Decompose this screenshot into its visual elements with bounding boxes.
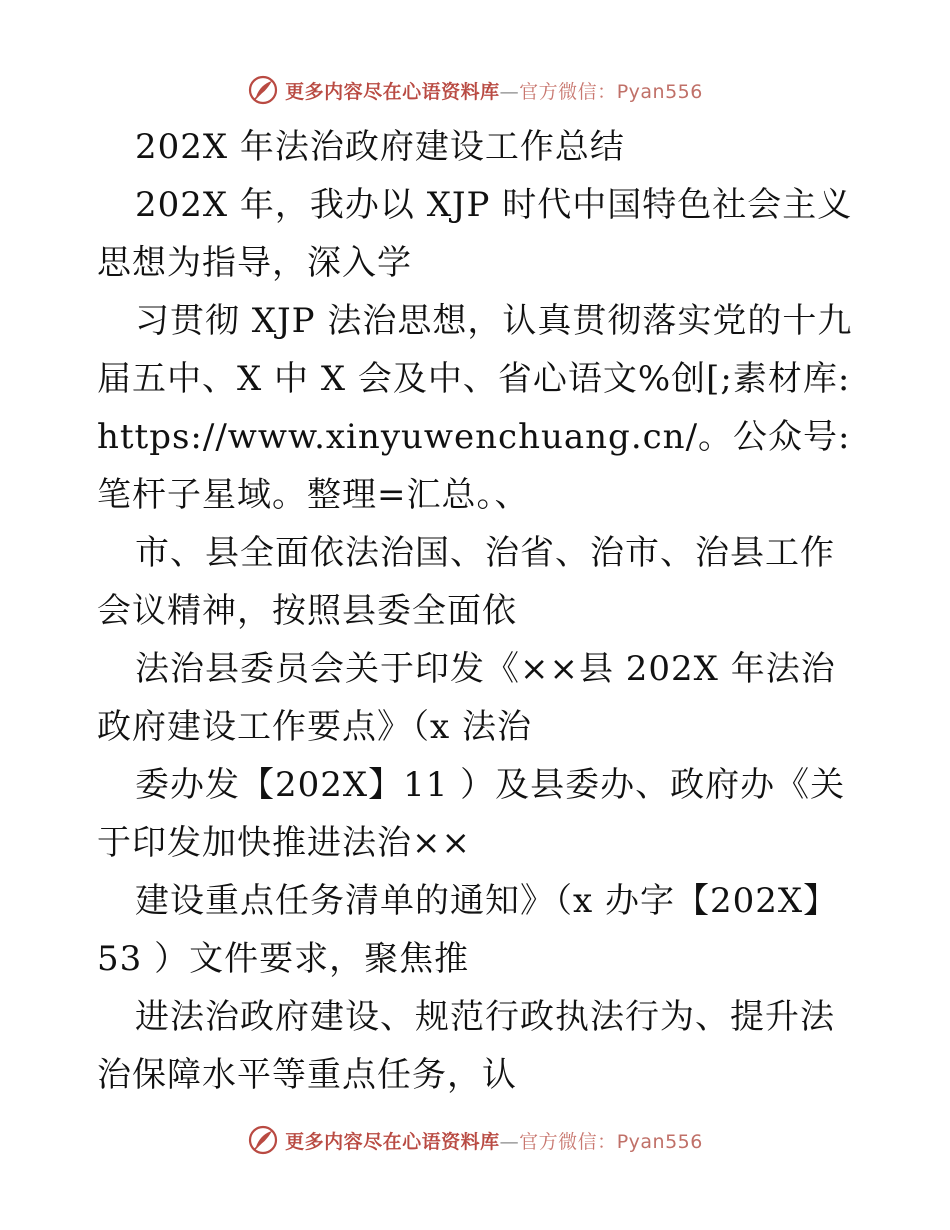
header-banner-separator: —	[499, 80, 520, 103]
footer-banner-wechat-id: Pyan556	[616, 1130, 703, 1153]
document-body	[97, 118, 863, 1104]
paragraph: 法治县委员会关于印发《××县 202X 年法治政府建设工作要点》（x 法治	[97, 649, 836, 747]
footer-banner-brand: 更多内容尽在心语资料库	[285, 1130, 500, 1153]
paragraph: 进法治政府建设、规范行政执法行为、提升法治保障水平等重点任务，认	[97, 997, 835, 1095]
header-banner	[0, 70, 950, 110]
document-title: 202X 年法治政府建设工作总结	[135, 127, 625, 167]
feather-quill-logo-icon	[247, 74, 279, 106]
paragraph: 习贯彻 XJP 法治思想，认真贯彻落实党的十九届五中、X 中 X 会及中、省心语文%创[;素材库:https://www.xinyuwenchuang.cn/。公众号: 笔杆子星域。整理=汇总。、	[97, 301, 863, 515]
header-banner-wechat-label: 官方微信：	[519, 80, 617, 103]
footer-banner	[0, 1120, 950, 1160]
footer-banner-text	[285, 1127, 703, 1154]
paragraph: 委办发【202X】11 ）及县委办、政府办《关于印发加快推进法治××	[97, 765, 846, 863]
header-banner-wechat-id: Pyan556	[616, 80, 703, 103]
footer-banner-separator: —	[499, 1130, 520, 1153]
header-banner-text	[285, 77, 703, 104]
header-banner-brand: 更多内容尽在心语资料库	[285, 80, 500, 103]
paragraph: 市、县全面依法治国、治省、治市、治县工作会议精神，按照县委全面依	[97, 533, 835, 631]
paragraph: 202X 年，我办以 XJP 时代中国特色社会主义思想为指导，深入学	[97, 185, 853, 283]
footer-banner-wechat-label: 官方微信：	[519, 1130, 617, 1153]
paragraph: 建设重点任务清单的通知》（x 办字【202X】53 ）文件要求，聚焦推	[97, 881, 839, 979]
feather-quill-logo-icon	[247, 1124, 279, 1156]
